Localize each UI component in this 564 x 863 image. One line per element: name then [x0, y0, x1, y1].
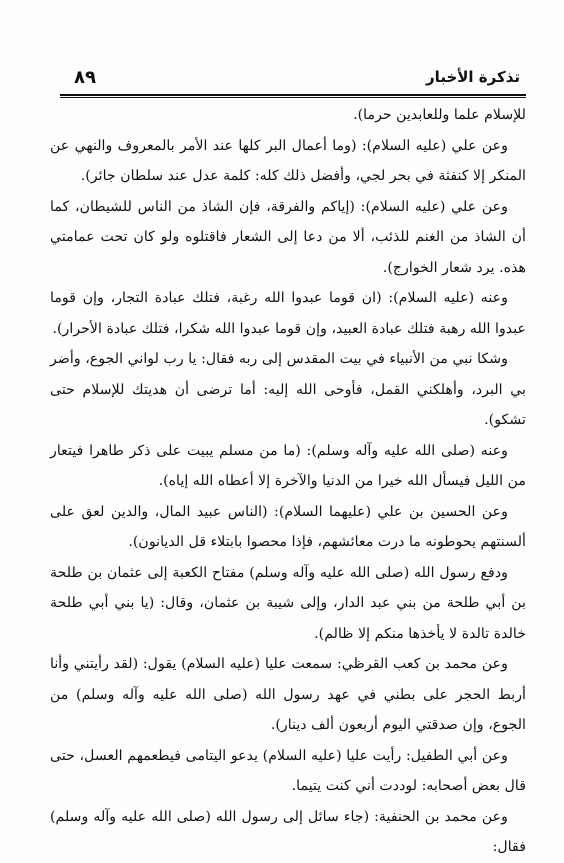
paragraph: وعنه (عليه السلام): (ان قوما عبدوا الله رغبة، فتلك عبادة التجار، وإن قوما عبدوا الله رهبة فتلك عبادة العبيد، وإن قوما عبدوا الله شكرا، فتلك عبادة الأحرار).	[50, 290, 526, 337]
paragraph: وعن الحسين بن علي (عليهما السلام): (الناس عبيد المال، والدين لعق على ألسنتهم يحوطونه ما درت معائشهم، فإذا محصوا بابتلاء قل الديانون).	[50, 503, 526, 550]
header-rule-thin	[60, 97, 526, 98]
body-text	[50, 100, 526, 863]
running-title: تذكرة الأخبار	[426, 68, 520, 86]
paragraph: وعن علي (عليه السلام): (وما أعمال البر كلها عند الأمر بالمعروف والنهي عن المنكر إلا كنفثة في بحر لجي، وأفضل ذلك كله: كلمة عدل عند سلطان جائر).	[50, 137, 526, 184]
paragraph: وعن محمد بن كعب القرظي: سمعت عليا (عليه السلام) يقول: (لقد رأيتني وأنا أربط الحجر على بطني في عهد رسول الله (صلى الله عليه وآله وسلم) من الجوع، وإن صدقتي اليوم أربعون ألف دينار).	[50, 656, 526, 733]
paragraph: للإسلام علما وللعابدين حرما).	[353, 107, 526, 123]
page-number: ٨٩	[74, 66, 96, 88]
paragraph: وعنه (صلى الله عليه وآله وسلم): (ما من مسلم يبيت على ذكر طاهرا فيتعار من الليل فيسأل الله خيرا من الدنيا والآخرة إلا أعطاه الله إياه).	[50, 442, 526, 489]
header-rule	[60, 94, 526, 96]
paragraph: وعن علي (عليه السلام): (إياكم والفرقة، فإن الشاذ من الناس للشيطان، كما أن الشاذ من الغنم للذئب، ألا من دعا إلى الشعار فاقتلوه ولو كان تحت عمامتي هذه. يرد شعار الخوارج).	[50, 198, 526, 276]
paragraph: ودفع رسول الله (صلى الله عليه وآله وسلم) مفتاح الكعبة إلى عثمان بن طلحة بن أبي طلحة من بني عبد الدار، وإلى شيبة بن عثمان، وقال: (يا بني أبي طلحة خالدة تالدة لا يأخذها منكم إلا ظالم).	[50, 564, 526, 642]
paragraph: وعن محمد بن الحنفية: (جاء سائل إلى رسول الله (صلى الله عليه وآله وسلم) فقال:	[50, 808, 526, 855]
page-header	[60, 60, 526, 94]
paragraph: وشكا نبي من الأنبياء في بيت المقدس إلى ربه فقال: يا رب لواني الجوع، وأضر بي البرد، وأهلكني القمل، فأوحى الله إليه: أما ترضى أن هديتك للإسلام حتى تشكو).	[50, 351, 526, 428]
paragraph: وعن أبي الطفيل: رأيت عليا (عليه السلام) يدعو اليتامى فيطعمهم العسل، حتى قال بعض أصحابه: لوددت أني كنت يتيما.	[50, 747, 526, 794]
